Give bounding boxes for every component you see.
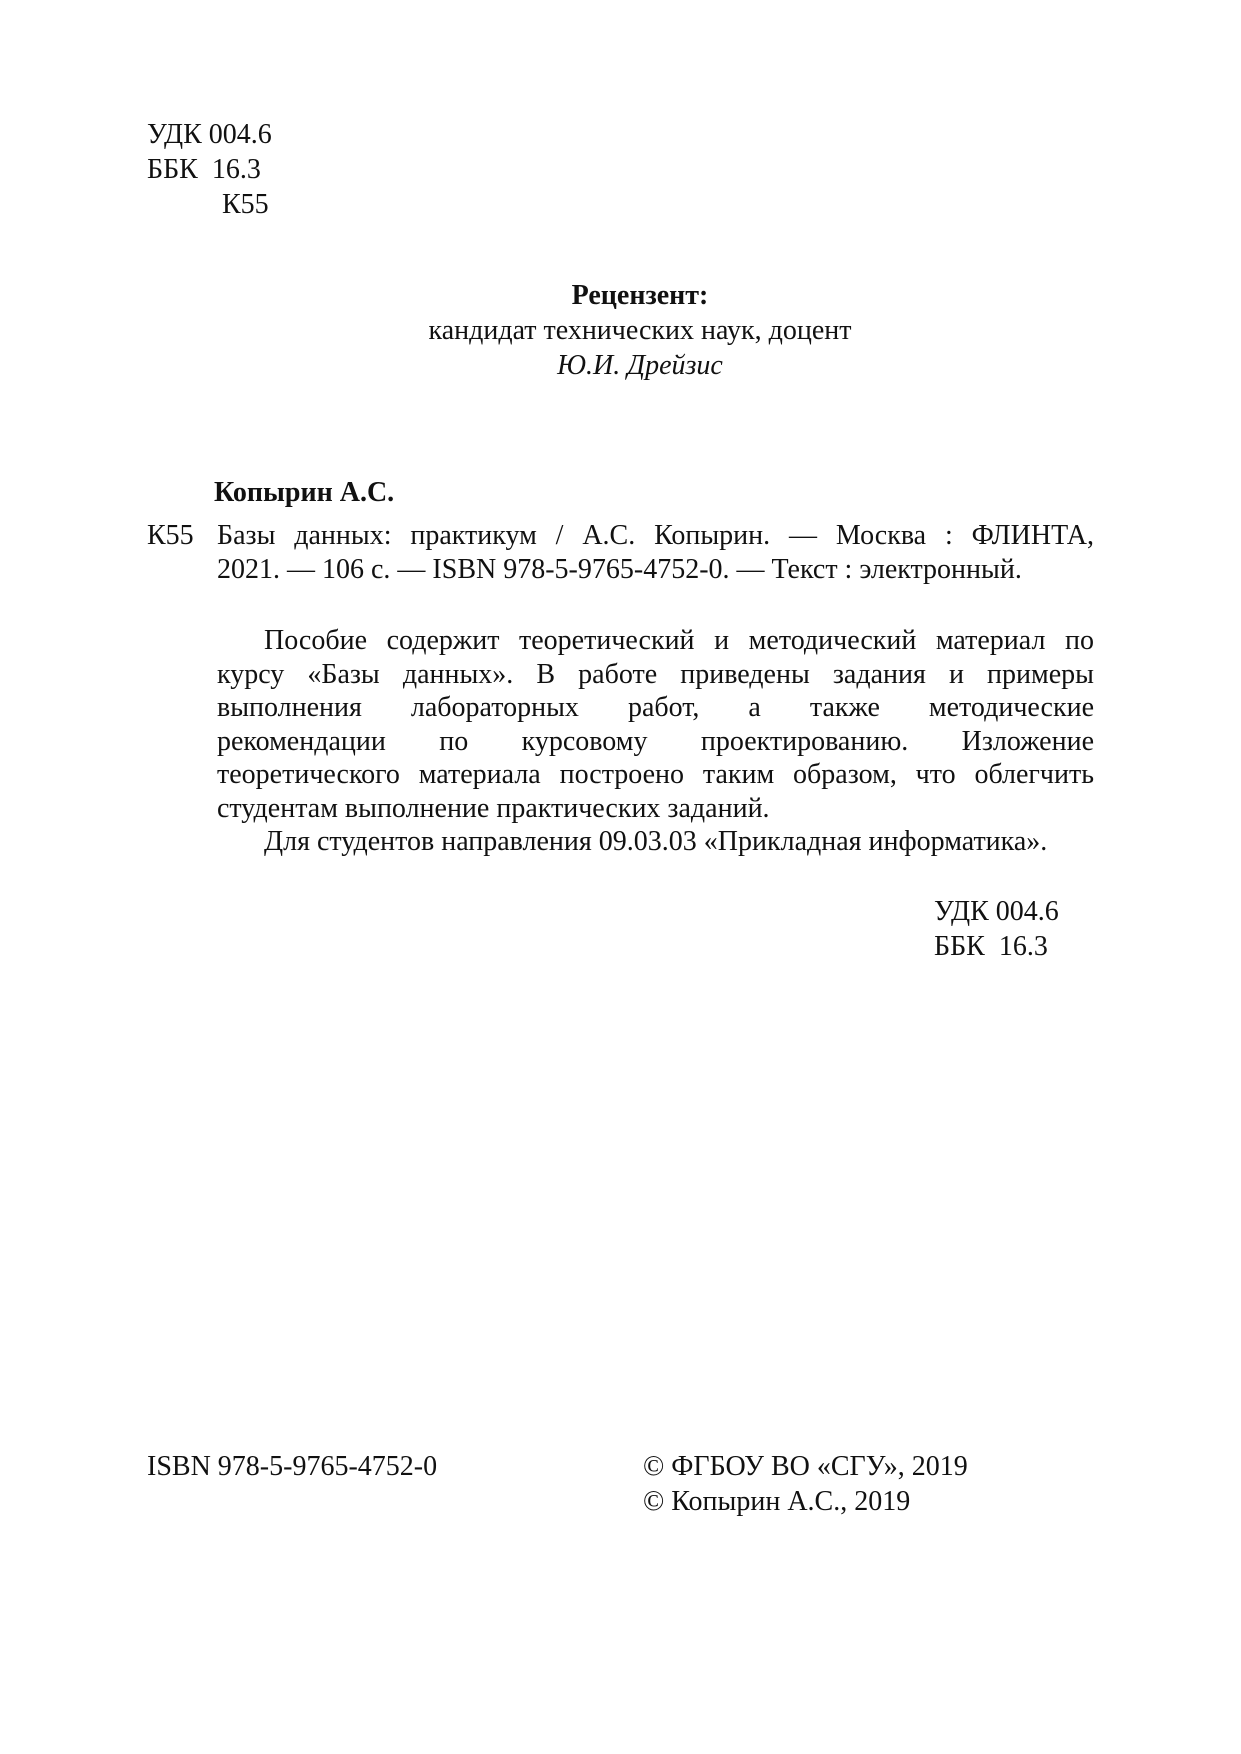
annotation-line: Пособие содержит теоретический и методический материал по [264,625,1094,656]
classification-block-bottom [934,895,1059,965]
annotation-line: выполнения лабораторных работ, а также методические [217,692,1094,723]
copyright-author: © Копырин А.С., 2019 [643,1486,911,1517]
reviewer-heading: Рецензент: [571,280,709,311]
copyright-block [643,1450,968,1520]
book-author: Копырин А.С. [214,477,395,508]
annotation-line: курсу «Базы данных». В работе приведены задания и примеры [217,658,1094,690]
copyright-org: © ФГБОУ ВО «СГУ», 2019 [643,1451,968,1482]
audience-line: Для студентов направления 09.03.03 «Прикладная информатика». [264,826,1048,857]
reviewer-degree: кандидат технических наук, доцент [428,315,852,346]
isbn: ISBN 978-5-9765-4752-0 [147,1451,438,1482]
reviewer-block [0,279,1241,384]
reviewer-name: Ю.И. Дрейзис [557,350,723,381]
bibliography-author-mark: К55 [147,520,194,551]
udk-line: УДК 004.6 [147,119,272,150]
annotation-line: теоретического материала построено таким образом, что облегчить [217,759,1094,790]
classification-block-top [147,118,272,223]
annotation-line: рекомендации по курсовому проектированию. Изложение [217,725,1094,757]
bibliographic-citation [217,519,1094,587]
udk-line: УДК 004.6 [934,896,1059,927]
annotation-block [217,624,1094,859]
bbk-line: ББК 16.3 [934,931,1048,962]
bbk-line: ББК 16.3 [147,154,261,185]
annotation-line: студентам выполнение практических заданий. [217,792,770,824]
author-mark: К55 [222,189,269,220]
citation-line: 2021. — 106 с. — ISBN 978-5-9765-4752-0. — Текст : электронный. [217,554,1022,585]
citation-line: Базы данных: практикум / А.С. Копырин. — Москва : ФЛИНТА, [217,520,1094,551]
